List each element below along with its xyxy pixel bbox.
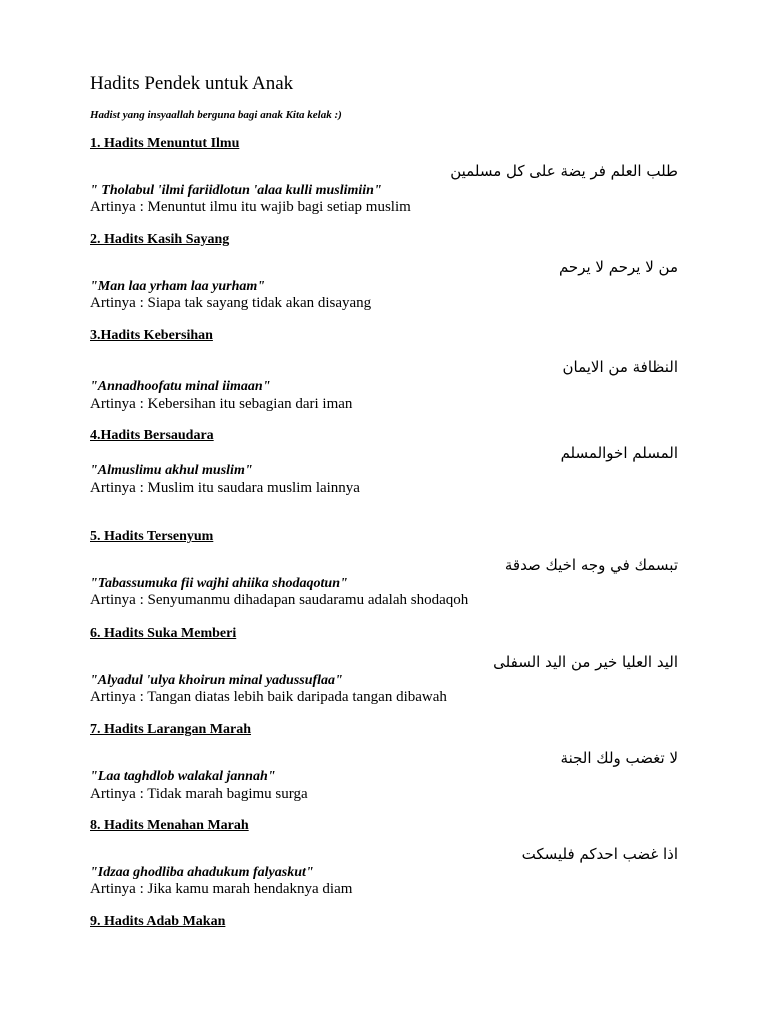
arabic-text: طلب العلم فر يضة على كل مسلمين <box>450 162 678 180</box>
arabic-text: من لا يرحم لا يرحم <box>558 258 678 276</box>
transliteration: "Almuslimu akhul muslim" <box>90 463 253 478</box>
meaning-text: Artinya : Siapa tak sayang tidak akan disayang <box>90 295 372 311</box>
meaning-text: Artinya : Kebersihan itu sebagian dari iman <box>90 396 353 412</box>
arabic-text: اذا غضب احدكم فليسكت <box>521 845 678 863</box>
section-heading: 6. Hadits Suka Memberi <box>90 626 237 641</box>
section-heading: 1. Hadits Menuntut Ilmu <box>90 136 240 151</box>
section-heading: 7. Hadits Larangan Marah <box>90 722 252 737</box>
meaning-text: Artinya : Muslim itu saudara muslim lainnya <box>90 480 360 496</box>
transliteration: " Tholabul 'ilmi fariidlotun 'alaa kulli muslimiin" <box>90 183 382 198</box>
transliteration: "Idzaa ghodliba ahadukum falyaskut" <box>90 865 314 880</box>
arabic-text: لا تغضب ولك الجنة <box>560 749 678 767</box>
arabic-text: النظافة من الايمان <box>562 358 678 376</box>
document-subtitle: Hadist yang insyaallah berguna bagi anak Kita kelak :) <box>90 109 342 121</box>
arabic-text: المسلم اخوالمسلم <box>560 444 678 462</box>
arabic-text: اليد العليا خير من اليد السفلى <box>493 653 678 671</box>
meaning-text: Artinya : Tangan diatas lebih baik daripada tangan dibawah <box>90 689 447 705</box>
section-heading: 4.Hadits Bersaudara <box>90 428 214 443</box>
meaning-text: Artinya : Tidak marah bagimu surga <box>90 786 308 802</box>
document-title: Hadits Pendek untuk Anak <box>90 73 294 94</box>
section-heading: 8. Hadits Menahan Marah <box>90 818 249 833</box>
transliteration: "Laa taghdlob walakal jannah" <box>90 769 276 784</box>
meaning-text: Artinya : Senyumanmu dihadapan saudaramu adalah shodaqoh <box>90 592 469 608</box>
transliteration: "Tabassumuka fii wajhi ahiika shodaqotun" <box>90 576 348 591</box>
section-heading: 5. Hadits Tersenyum <box>90 529 214 544</box>
transliteration: "Man laa yrham laa yurham" <box>90 279 266 294</box>
meaning-text: Artinya : Jika kamu marah hendaknya diam <box>90 881 353 897</box>
section-heading: 2. Hadits Kasih Sayang <box>90 232 230 247</box>
section-heading: 3.Hadits Kebersihan <box>90 328 213 343</box>
transliteration: "Annadhoofatu minal iimaan" <box>90 379 271 394</box>
transliteration: "Alyadul 'ulya khoirun minal yadussuflaa" <box>90 673 343 688</box>
arabic-text: تبسمك في وجه اخيك صدقة <box>504 556 678 574</box>
meaning-text: Artinya : Menuntut ilmu itu wajib bagi setiap muslim <box>90 199 411 215</box>
section-heading: 9. Hadits Adab Makan <box>90 914 226 929</box>
